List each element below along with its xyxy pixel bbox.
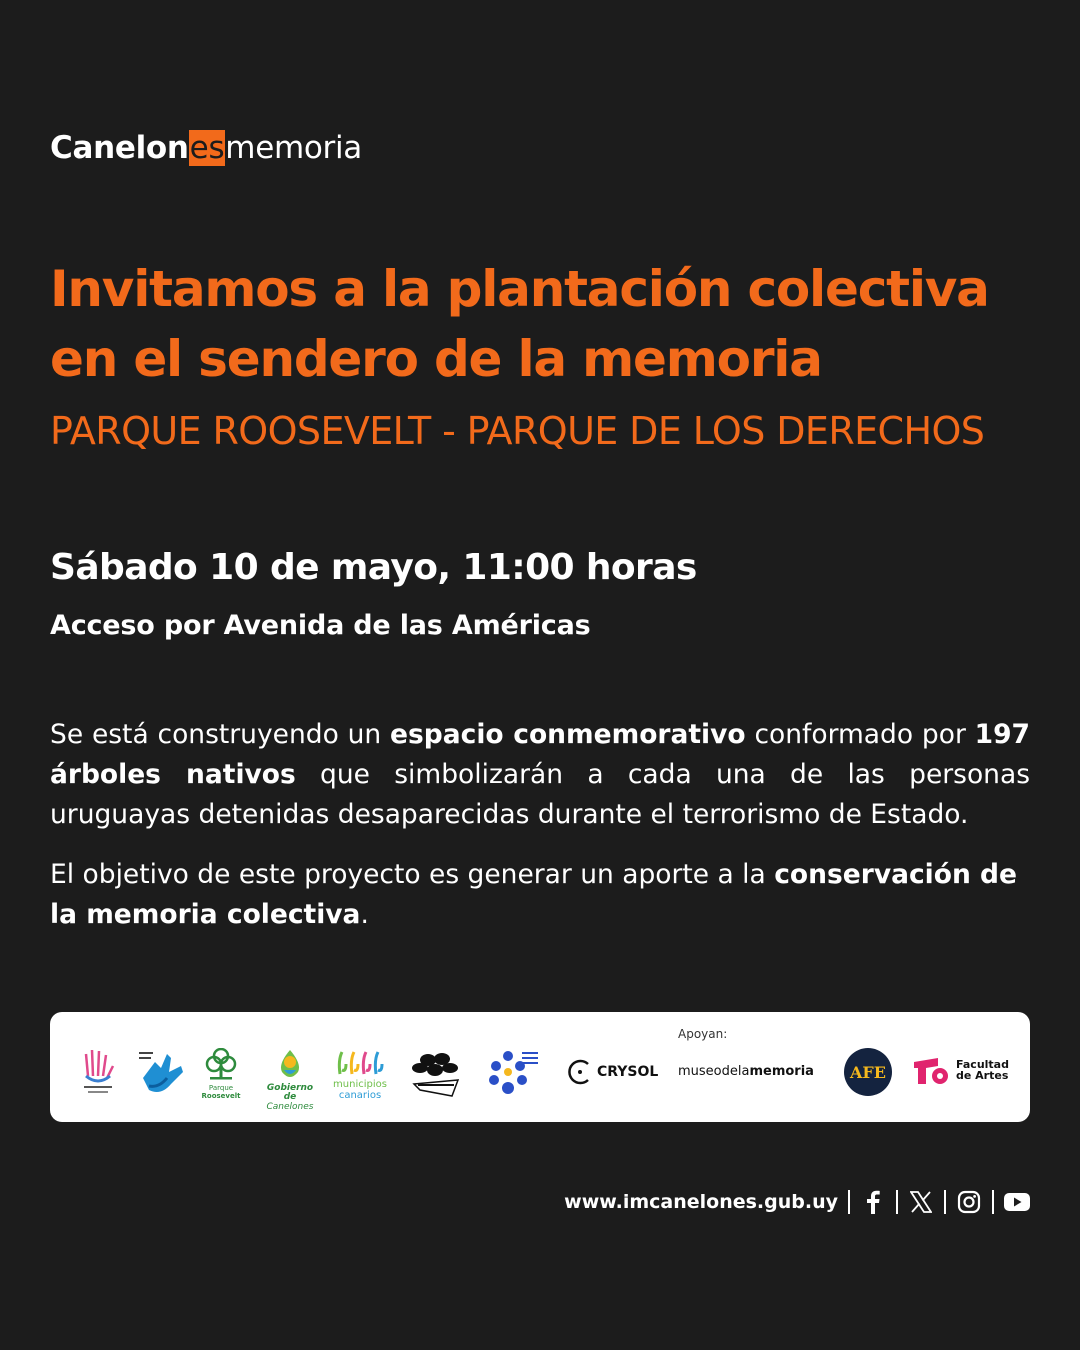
paragraph-bold: 197 árboles nativos	[50, 719, 1030, 790]
crysol-c-icon	[566, 1058, 594, 1086]
facultad-label	[956, 1059, 1009, 1081]
instagram-icon[interactable]	[956, 1189, 982, 1215]
youtube-icon[interactable]	[1004, 1189, 1030, 1215]
municipios-label-2: canarios	[338, 1090, 382, 1101]
gobierno-label-2: Canelones	[266, 1102, 314, 1112]
facultad-label-2: de Artes	[956, 1069, 1009, 1082]
brand-part-3: memoria	[225, 130, 362, 166]
footer	[564, 1186, 1030, 1218]
title-line-1: Invitamos a la plantación colectiva	[50, 260, 989, 318]
objective-paragraph	[50, 855, 1030, 935]
municipios-icon	[336, 1050, 384, 1076]
brand-logo	[50, 128, 362, 168]
museo-label-bold: memoria	[749, 1064, 814, 1079]
title-line-2: en el sendero de la memoria	[50, 330, 822, 388]
parque-label-1: Parque	[208, 1084, 234, 1092]
tree-icon	[204, 1048, 238, 1080]
separator	[992, 1190, 994, 1214]
separator	[848, 1190, 850, 1214]
gobierno-canelones-logo	[262, 1048, 318, 1112]
support-label: Apoyan:	[678, 1027, 728, 1041]
blue-dots-logo-icon	[486, 1048, 542, 1100]
paragraph-bold: conservación de la memoria colectiva	[50, 859, 1018, 930]
paragraph-text: Se está construyendo un	[50, 719, 391, 750]
separator	[896, 1190, 898, 1214]
municipios-canarios-logo	[332, 1050, 388, 1101]
flower-logo-icon	[408, 1050, 464, 1098]
paragraph-text: El objetivo de este proyecto es generar un aporte a la	[50, 859, 775, 890]
museo-memoria-logo	[678, 1064, 814, 1079]
event-date: Sábado 10 de mayo, 11:00 horas	[50, 547, 697, 588]
paragraph-text: que simbolizarán a cada una de las personas uruguayas detenidas desaparecidas durante el terrorismo de Estado.	[50, 759, 1030, 830]
page-subtitle: PARQUE ROOSEVELT - PARQUE DE LOS DERECHOS	[50, 409, 985, 453]
blue-hand-logo-icon	[137, 1048, 187, 1100]
paragraph-text: .	[360, 899, 369, 930]
parque-roosevelt-logo	[200, 1048, 242, 1100]
museo-label-light: museodela	[678, 1064, 750, 1079]
crysol-logo	[566, 1058, 658, 1086]
afe-label: AFE	[850, 1062, 886, 1082]
paragraph-text: conformado por	[745, 719, 975, 750]
facebook-icon[interactable]	[860, 1189, 886, 1215]
facultad-label-1: Facultad	[956, 1058, 1009, 1071]
brand-part-2: es	[189, 130, 225, 166]
drop-icon	[276, 1048, 304, 1080]
brand-part-1: Canelon	[50, 130, 189, 166]
sponsor-logos-panel	[50, 1012, 1030, 1122]
event-access: Acceso por Avenida de las Américas	[50, 610, 591, 641]
facultad-artes-logo	[912, 1054, 1009, 1086]
hands-logo-icon	[80, 1046, 116, 1096]
crysol-label: CRYSOL	[597, 1064, 659, 1080]
parque-label-2: Roosevelt	[201, 1092, 241, 1100]
afe-logo	[844, 1048, 892, 1096]
paragraph-bold: espacio conmemorativo	[390, 719, 746, 750]
gobierno-label-1: Gobierno de	[266, 1083, 314, 1102]
description-paragraph	[50, 715, 1030, 835]
separator	[944, 1190, 946, 1214]
website-link[interactable]: www.imcanelones.gub.uy	[564, 1191, 838, 1213]
page-title	[50, 254, 1050, 394]
municipios-label-1: municipios	[333, 1079, 387, 1090]
facultad-icon	[912, 1054, 950, 1086]
x-icon[interactable]	[908, 1189, 934, 1215]
